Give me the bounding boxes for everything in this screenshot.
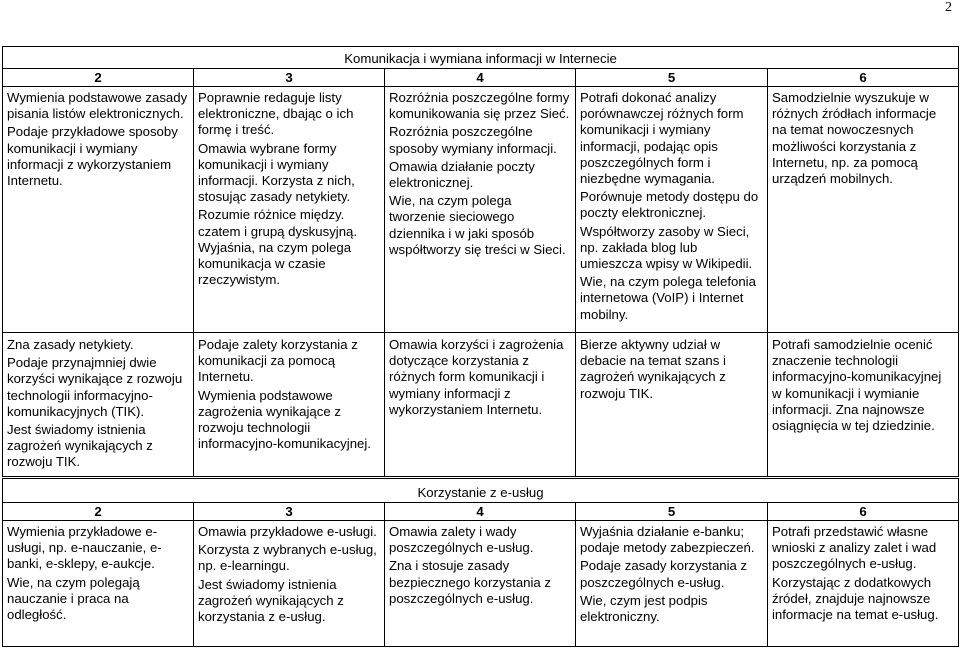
requirements-cell [194, 333, 385, 477]
requirement-text: Wymienia podstawowe zasady pisania listów elektronicznych. [7, 90, 188, 122]
requirement-text: Wie, na czym polega telefonia internetowa (VoIP) i Internet mobilny. [580, 274, 756, 322]
requirement-text: Rozróżnia poszczególne formy komunikowania się przez Sieć. [389, 90, 570, 122]
grade-header: 4 [385, 503, 576, 521]
requirement-text: Współtworzy zasoby w Sieci, np. zakłada blog lub umieszcza wpisy w Wikipedii. [580, 223, 753, 272]
requirement-text: Wie, na czym polegają nauczanie i praca na odległość. [7, 574, 140, 623]
grade-header: 5 [576, 69, 768, 87]
requirements-cell [768, 521, 959, 647]
table-e-uslugi [2, 478, 959, 647]
requirements-cell [385, 333, 576, 477]
requirement-text: Wie, na czym polega tworzenie sieciowego dziennika i w jaki sposób współtworzy się treści w Sieci. [389, 193, 566, 257]
grade-header: 3 [194, 503, 385, 521]
requirement-text: Samodzielnie wyszukuje w różnych źródłach informacje na temat nowoczesnych możliwości korzystania z Internetu, np. za pomocą urządzeń mobilnych. [772, 90, 937, 187]
requirement-text: Omawia przykładowe e-usługi. [198, 524, 377, 539]
requirement-text: Korzystając z dodatkowych źródeł, znajduje najnowsze informacje na temat e-usług. [772, 574, 939, 623]
table-komunikacja [2, 46, 959, 477]
requirement-text: Zna zasady netykiety. [7, 337, 134, 352]
requirement-text: Podaje zalety korzystania z komunikacji za pomocą Internetu. [198, 337, 358, 385]
requirements-cell [3, 333, 194, 477]
requirement-text: Porównuje metody dostępu do poczty elektronicznej. [580, 189, 759, 221]
grade-header: 2 [3, 503, 194, 521]
requirement-text: Rozumie różnice między. czatem i grupą dyskusyjną. Wyjaśnia, na czym polega komunikacja w czasie rzeczywistym. [198, 207, 358, 288]
grade-header: 6 [768, 503, 959, 521]
requirement-text: Omawia działanie poczty elektronicznej. [389, 158, 535, 191]
grade-header: 3 [194, 69, 385, 87]
requirements-cell [768, 333, 959, 477]
grade-header: 5 [576, 503, 768, 521]
requirement-text: Omawia korzyści i zagrożenia dotyczące korzystania z różnych form komunikacji i wymiany informacji z wykorzystaniem Internetu. [389, 337, 564, 417]
grade-header: 6 [768, 69, 959, 87]
requirement-text: Podaje zasady korzystania z poszczególnych e-usług. [580, 558, 748, 590]
requirement-text: Wyjaśnia działanie e-banku; podaje metody zabezpieczeń. [580, 524, 755, 556]
section-title: Korzystanie z e-usług [3, 479, 959, 503]
requirements-cell [385, 521, 576, 647]
requirement-text: Rozróżnia poszczególne sposoby wymiany informacji. [389, 124, 557, 156]
requirement-text: Potrafi przedstawić własne wnioski z analizy zalet i wad poszczególnych e-usług. [772, 524, 937, 572]
grade-header: 4 [385, 69, 576, 87]
requirements-cell [194, 87, 385, 333]
requirement-text: Podaje przykładowe sposoby komunikacji i wymiany informacji z wykorzystaniem Internetu. [7, 124, 178, 189]
requirements-cell [768, 87, 959, 333]
requirement-text: Podaje przynajmniej dwie korzyści wynikające z rozwoju technologii informacyjno-komunikacyjnych (TIK). [7, 355, 183, 419]
requirements-cell [385, 87, 576, 333]
requirements-cell [576, 521, 768, 647]
requirement-text: Omawia wybrane formy komunikacji i wymiany informacji. Korzysta z nich, stosując zasady netykiety. [198, 140, 355, 205]
page-number: 2 [945, 0, 952, 15]
section-title: Komunikacja i wymiana informacji w Internecie [3, 47, 959, 69]
requirement-text: Wie, czym jest podpis elektroniczny. [580, 592, 708, 625]
requirement-text: Poprawnie redaguje listy elektroniczne, dbając o ich formę i treść. [198, 90, 354, 138]
requirement-text: Wymienia przykładowe e-usługi, np. e-nauczanie, e-banki, e-sklepy, e-aukcje. [7, 524, 162, 572]
grade-header: 2 [3, 69, 194, 87]
requirement-text: Korzysta z wybranych e-usług, np. e-learningu. [198, 542, 377, 574]
requirements-cell [194, 521, 385, 647]
requirement-text: Wymienia podstawowe zagrożenia wynikające z rozwoju technologii informacyjno-komunikacyjnej. [198, 387, 371, 452]
requirements-cell [576, 87, 768, 333]
requirement-text: Potrafi samodzielnie ocenić znaczenie technologii informacyjno-komunikacyjnej w komunikacji i wymianie informacji. Zna najnowsze osiągnięcia w tej dziedzinie. [772, 337, 942, 434]
requirements-cell [3, 521, 194, 647]
requirement-text: Bierze aktywny udział w debacie na temat szans i zagrożeń wynikających z rozwoju TIK. [580, 337, 726, 401]
requirement-text: Zna i stosuje zasady bezpiecznego korzystania z poszczególnych e-usług. [389, 558, 552, 606]
requirement-text: Potrafi dokonać analizy porównawczej różnych form komunikacji i wymiany informacji, podając opis poszczególnych form i niezbędne wymagania. [580, 90, 744, 187]
requirements-cell [576, 333, 768, 477]
requirement-text: Omawia zalety i wady poszczególnych e-usług. [389, 524, 534, 556]
requirement-text: Jest świadomy istnienia zagrożeń wynikających z rozwoju TIK. [7, 422, 153, 470]
requirement-text: Jest świadomy istnienia zagrożeń wynikających z korzystania z e-usług. [198, 576, 344, 625]
requirements-cell [3, 87, 194, 333]
